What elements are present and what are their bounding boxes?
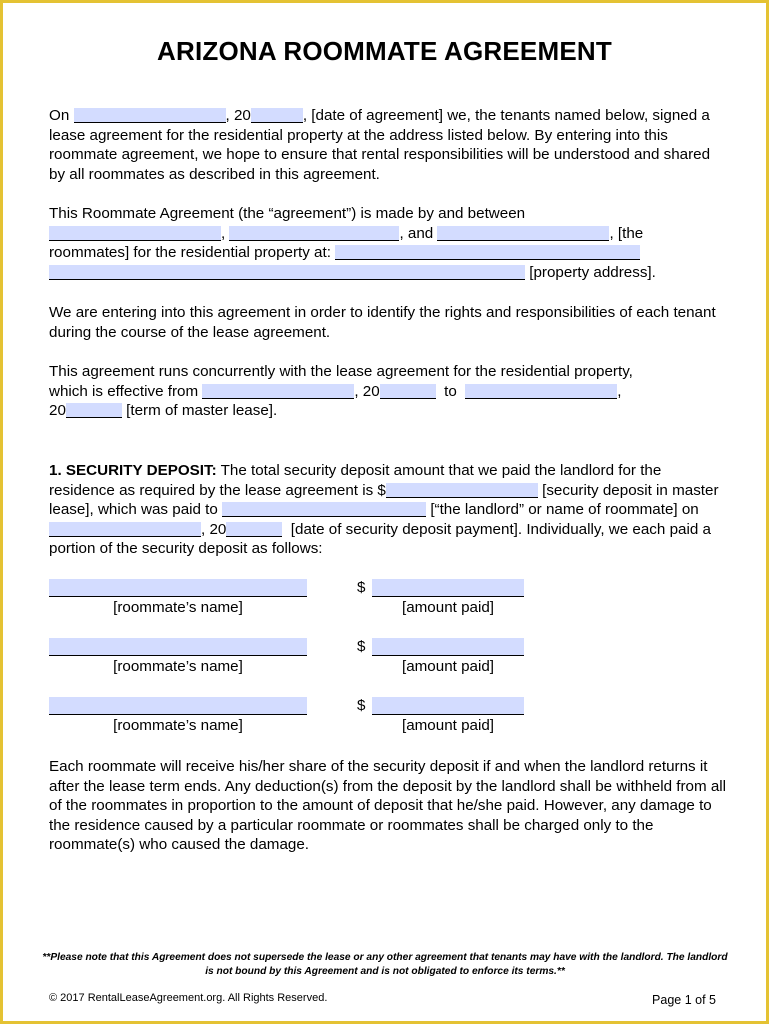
- agreement-year-field[interactable]: [251, 108, 303, 123]
- agreement-date-field[interactable]: [74, 108, 226, 123]
- roommate-name-label: [roommate’s name]: [113, 599, 243, 616]
- property-address-field-1[interactable]: [335, 245, 640, 260]
- dollar-sign: $: [357, 638, 366, 655]
- property-address-field-2[interactable]: [49, 265, 525, 280]
- roommate-3-field[interactable]: [437, 226, 609, 241]
- term-paragraph: This agreement runs concurrently with the lease agreement for the residential property, which is effective from , 20 to , 20 [term of master lease].: [49, 363, 633, 420]
- lease-start-year-field[interactable]: [380, 384, 436, 399]
- dollar-sign: $: [357, 579, 366, 596]
- disclaimer-note: **Please note that this Agreement does not supersede the lease or any other agreement that tenants may have with the landlord. The landlord is not bound by this Agreement and is not obligated to enforce its terms.**: [42, 952, 728, 977]
- amount-paid-field[interactable]: [372, 638, 524, 656]
- amount-paid-field[interactable]: [372, 579, 524, 597]
- roommate-name-field[interactable]: [49, 638, 307, 656]
- lease-end-date-field[interactable]: [465, 384, 617, 399]
- deposit-row: [0, 579, 769, 619]
- purpose-paragraph: We are entering into this agreement in order to identify the rights and responsibilities of each tenant during the course of the lease agreement.: [49, 304, 716, 341]
- deposit-row: [0, 638, 769, 678]
- lease-start-date-field[interactable]: [202, 384, 354, 399]
- dollar-sign: $: [357, 697, 366, 714]
- deposit-paid-to-field[interactable]: [222, 502, 426, 517]
- deposit-row: [0, 697, 769, 737]
- amount-paid-field[interactable]: [372, 697, 524, 715]
- footer-copyright: © 2017 RentalLeaseAgreement.org. All Rights Reserved.: [49, 992, 328, 1004]
- amount-paid-label: [amount paid]: [401, 599, 495, 616]
- deposit-amount-field[interactable]: [386, 483, 538, 498]
- amount-paid-label: [amount paid]: [401, 717, 495, 734]
- roommate-name-field[interactable]: [49, 697, 307, 715]
- intro-paragraph: On , 20 , [date of agreement] we, the tenants named below, signed a lease agreement for the residential property at the address listed below. By entering into this roommate agreement, we hope to ensure that rental responsibilities will be understood and shared by all roommates as described in this agreement.: [49, 107, 711, 183]
- deposit-date-field[interactable]: [49, 522, 201, 537]
- security-deposit-paragraph: 1. SECURITY DEPOSIT: The total security deposit amount that we paid the landlord for the residence as required by the lease agreement is $ [security deposit in master lease], which was paid to [“the landlord” or name of roommate] on , 20 [date of security deposit payment]. Individually, we each paid a portion of the security deposit as follows:: [49, 462, 719, 558]
- page-number: Page 1 of 5: [652, 993, 716, 1007]
- document-title: ARIZONA ROOMMATE AGREEMENT: [157, 36, 612, 66]
- deposit-return-paragraph: Each roommate will receive his/her share of the security deposit if and when the landlord returns it after the lease term ends. Any deduction(s) from the deposit by the landlord shall be withheld from all of the roommates in proportion to the amount of deposit that he/she paid. However, any damage to the residence caused by a particular roommate or roommates shall be charged only to the roommate(s) who caused the damage.: [49, 758, 727, 854]
- deposit-year-field[interactable]: [226, 522, 282, 537]
- roommate-name-label: [roommate’s name]: [113, 717, 243, 734]
- roommate-name-label: [roommate’s name]: [113, 658, 243, 675]
- lease-end-year-field[interactable]: [66, 403, 122, 418]
- roommate-1-field[interactable]: [49, 226, 221, 241]
- parties-paragraph: This Roommate Agreement (the “agreement”) is made by and between , , and , [the roommates] for the residential property at: [property address].: [49, 205, 656, 281]
- roommate-2-field[interactable]: [229, 226, 399, 241]
- roommate-name-field[interactable]: [49, 579, 307, 597]
- amount-paid-label: [amount paid]: [401, 658, 495, 675]
- section-heading-security-deposit: 1. SECURITY DEPOSIT:: [49, 462, 217, 479]
